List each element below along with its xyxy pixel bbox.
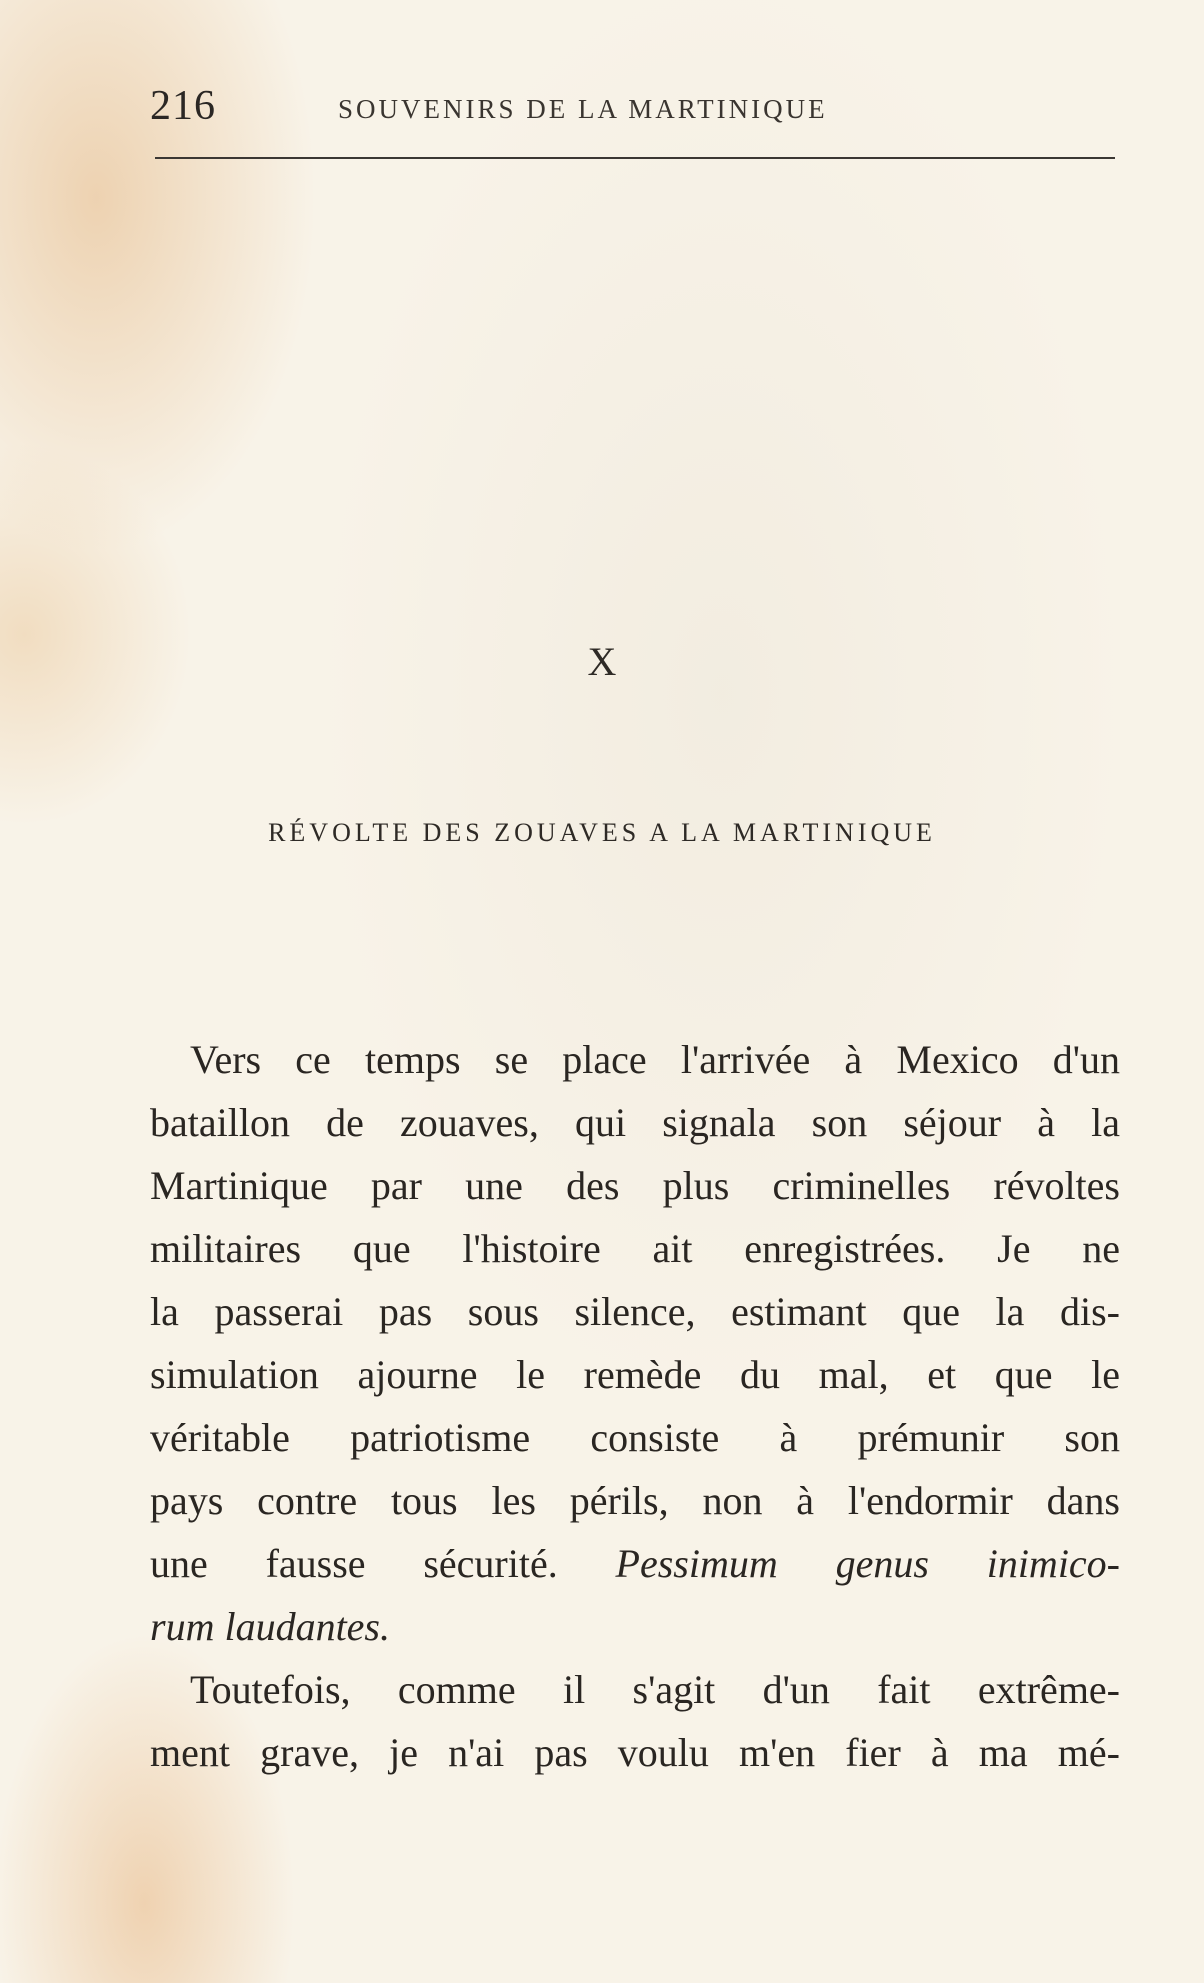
text-line: simulation ajourne le remède du mal, et que le [150, 1352, 1120, 1397]
page-number: 216 [150, 83, 216, 129]
text-line: la passerai pas sous silence, estimant que la dis- [150, 1289, 1120, 1334]
text-line: pays contre tous les périls, non à l'endormir dans [150, 1478, 1120, 1523]
latin-quote-end: rum laudantes. [150, 1604, 390, 1649]
paragraph [150, 1658, 1120, 1784]
text-line: Martinique par une des plus criminelles révoltes [150, 1163, 1120, 1208]
body-text [150, 1028, 1120, 1784]
chapter-title: RÉVOLTE DES ZOUAVES A LA MARTINIQUE [268, 818, 936, 847]
text-line [150, 1532, 1120, 1595]
running-head [150, 78, 1120, 128]
paragraph [150, 1028, 1120, 1658]
running-title: SOUVENIRS DE LA MARTINIQUE [338, 94, 828, 124]
text-line: Toutefois, comme il s'agit d'un fait extrême- [190, 1667, 1120, 1712]
header-rule [155, 157, 1115, 159]
text-line: militaires que l'histoire ait enregistrées. Je ne [150, 1226, 1120, 1271]
text-line: Vers ce temps se place l'arrivée à Mexico d'un [190, 1037, 1120, 1082]
text-line: véritable patriotisme consiste à prémunir son [150, 1415, 1120, 1460]
text-line: bataillon de zouaves, qui signala son séjour à la [150, 1100, 1120, 1145]
chapter-number: X [587, 639, 617, 684]
text-span: une fausse sécurité. [150, 1541, 616, 1586]
latin-quote: Pessimum genus inimico- [615, 1541, 1121, 1586]
text-line: ment grave, je n'ai pas voulu m'en fier à ma mé- [150, 1730, 1120, 1775]
text-line [150, 1595, 1120, 1658]
